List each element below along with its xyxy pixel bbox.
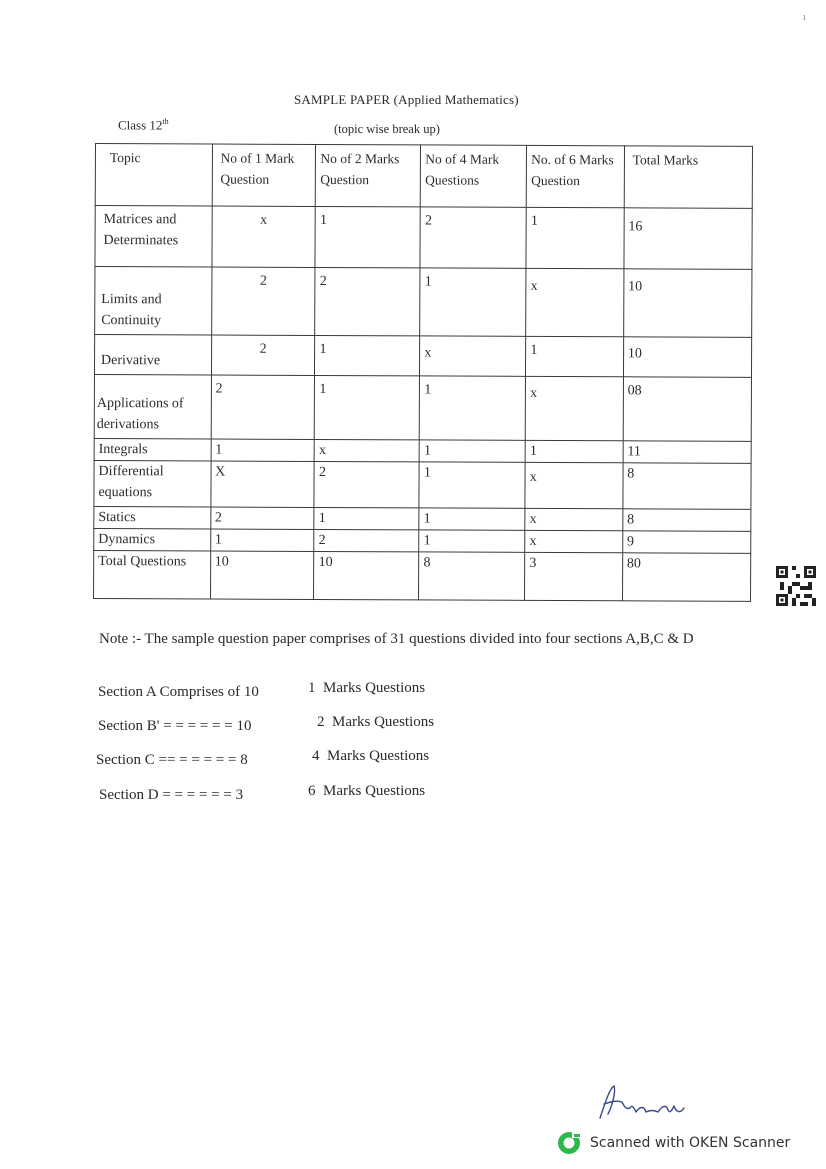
section-marks: 2 Marks Questions [317,714,435,730]
corner-mark: ı [803,12,806,23]
class-label-sup: th [162,117,169,126]
value-cell: 2 [211,335,315,375]
value-cell: 1 [211,439,315,461]
value-cell: 2 [420,207,526,268]
signature-icon [596,1080,696,1124]
topic-cell: Matrices and Determinates [95,206,212,268]
value-cell: 2 [211,267,315,335]
value-cell: 1 [315,375,420,439]
table-row [94,374,751,441]
topic-cell [94,335,211,376]
header-cell: No of 4 Mark Questions [421,145,527,207]
class-label-text: Class 12 [118,117,163,133]
value-cell: 10 [623,269,752,338]
topic-cell: Statics [94,506,211,529]
value-cell: 16 [624,208,753,270]
topic-cell-text: Derivative [101,353,161,369]
section-label: Section D = = = = = = 3 [99,787,244,803]
section-line [96,748,516,776]
value-cell: 10 [314,551,419,599]
value-cell: 8 [623,509,751,532]
value-cell: 8 [623,463,751,510]
section-marks: 4 Marks Questions [312,748,430,764]
value-cell: 2 [314,461,419,507]
value-cell: 2 [314,529,419,551]
topic-cell [95,267,212,336]
table-row [94,438,751,463]
value-cell: 1 [315,335,420,375]
topic-cell: Total Questions [94,550,211,599]
value-cell: 1 [420,268,526,336]
value-cell: 11 [623,441,751,464]
value-cell: 2 [211,375,315,439]
scanner-logo-icon [556,1130,582,1156]
scanner-text: Scanned with OKEN Scanner [590,1135,791,1151]
value-cell: 1 [315,206,420,267]
topic-cell-text: Limits and Continuity [101,292,162,329]
value-cell: 1 [526,336,624,376]
value-cell: 3 [525,552,623,600]
topic-cell: Integrals [94,438,211,461]
value-cell: x [526,268,624,336]
topic-cell [94,374,211,439]
value-cell: 1 [314,507,419,529]
value-cell: 2 [210,507,314,529]
table-row [94,550,751,601]
section-marks: 1 Marks Questions [308,680,426,696]
table-row [94,335,751,378]
qr-code-icon [776,566,816,606]
value-cell: 08 [623,377,752,442]
header-cell: Total Marks [624,146,753,209]
section-line [98,714,518,742]
section-label: Section C == = = = = = 8 [96,752,248,768]
scanner-footer [556,1130,790,1156]
table-header-row [95,144,752,209]
value-cell: 10 [623,337,751,378]
value-cell: 8 [419,552,525,600]
note-block [99,628,759,651]
value-cell: x [525,376,623,440]
value-cell: 1 [526,207,624,268]
header-cell: No of 1 Mark Question [212,144,316,206]
section-label: Section B' = = = = = = 10 [98,718,252,734]
value-cell: x [525,508,623,530]
value-cell: 1 [420,376,526,440]
header-cell: No. of 6 Marks Question [526,145,624,207]
value-cell: 9 [622,531,750,554]
section-line [99,783,519,811]
topic-cell: Differential equations [94,460,211,507]
value-cell: 1 [525,440,623,462]
value-cell: 1 [419,508,525,530]
value-cell: 1 [419,530,525,552]
topic-cell: Dynamics [94,528,211,551]
table-row [95,267,752,338]
value-cell: 10 [210,551,314,599]
value-cell: x [525,462,623,508]
table-row [95,206,752,270]
value-cell: 80 [622,553,750,602]
value-cell: x [315,439,420,461]
paper-subtitle: (topic wise break up) [334,122,440,136]
topic-cell-text: Applications of derivations [96,396,184,433]
value-cell: 2 [315,267,420,335]
table-row [94,506,751,531]
value-cell: 1 [210,529,314,551]
value-cell: x [212,206,316,267]
section-line [98,680,518,708]
value-cell: X [210,461,314,507]
header-cell: No of 2 Marks Question [316,144,421,206]
class-label [118,117,169,133]
table-row [94,528,751,553]
value-cell: 1 [419,462,525,508]
topic-breakup-table [93,143,753,602]
header-cell: Topic [95,144,212,207]
value-cell: 1 [419,440,525,462]
section-marks: 6 Marks Questions [308,783,426,799]
section-label: Section A Comprises of 10 [98,684,259,700]
value-cell: x [420,336,526,376]
table-row [94,460,751,509]
note-text: Note :- The sample question paper comprises of 31 questions divided into four sections A,B,C & D [99,631,694,647]
value-cell: x [525,530,623,552]
paper-title: SAMPLE PAPER (Applied Mathematics) [294,92,519,107]
